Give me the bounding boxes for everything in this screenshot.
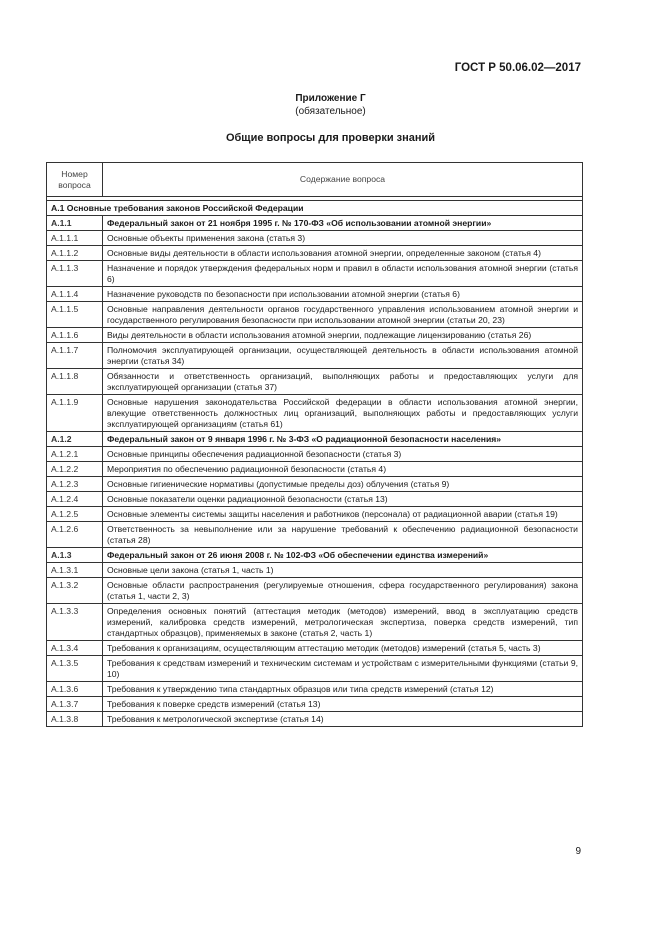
question-row <box>47 563 583 578</box>
question-text: Требования к средствам измерений и техническим системам и устройствам с измерительными функциями (статьи 9, 10) <box>103 656 583 682</box>
question-text: Основные элементы системы защиты населения и работников (персонала) от радиационной аварии (статья 19) <box>103 507 583 522</box>
questions-table <box>46 162 583 727</box>
question-number: А.1.1.9 <box>47 395 103 432</box>
question-text: Мероприятия по обеспечению радиационной безопасности (статья 4) <box>103 462 583 477</box>
question-text: Ответственность за невыполнение или за нарушение требований к обеспечению радиационной безопасности (статья 28) <box>103 522 583 548</box>
question-row <box>47 712 583 727</box>
question-row <box>47 302 583 328</box>
question-text: Определения основных понятий (аттестация методик (методов) измерений, ввод в эксплуатацию средств измерений, калибровка средств измерений, метрологическая экспертиза, поверка средств измерений, тип стандартных образцов), применяемых в законе (статья 2, часть 1) <box>103 604 583 641</box>
question-number: А.1.1.3 <box>47 261 103 287</box>
question-text: Требования к поверке средств измерений (статья 13) <box>103 697 583 712</box>
question-number: А.1.2.4 <box>47 492 103 507</box>
question-text: Основные области распространения (регулируемые отношения, сфера государственного регулирования) закона (статья 1, части 2, 3) <box>103 578 583 604</box>
question-text: Основные цели закона (статья 1, часть 1) <box>103 563 583 578</box>
header-content: Содержание вопроса <box>103 163 583 197</box>
question-text: Федеральный закон от 26 июня 2008 г. № 102-ФЗ «Об обеспечении единства измерений» <box>103 548 583 563</box>
question-row <box>47 395 583 432</box>
question-number: А.1.3.8 <box>47 712 103 727</box>
table-body <box>47 197 583 727</box>
table-header-row <box>47 163 583 197</box>
question-number: А.1.3.1 <box>47 563 103 578</box>
question-text: Федеральный закон от 9 января 1996 г. № 3-ФЗ «О радиационной безопасности населения» <box>103 432 583 447</box>
question-row <box>47 231 583 246</box>
standard-header: ГОСТ Р 50.06.02—2017 <box>454 62 581 74</box>
question-number: А.1.2.2 <box>47 462 103 477</box>
question-text: Назначение и порядок утверждения федеральных норм и правил в области использования атомной энергии (статья 6) <box>103 261 583 287</box>
question-text: Полномочия эксплуатирующей организации, осуществляющей деятельность в области использования атомной энергии (статья 34) <box>103 343 583 369</box>
page-number: 9 <box>575 846 581 857</box>
question-number: А.1.1 <box>47 216 103 231</box>
question-number: А.1.1.1 <box>47 231 103 246</box>
question-text: Основные принципы обеспечения радиационной безопасности (статья 3) <box>103 447 583 462</box>
question-number: А.1.2.5 <box>47 507 103 522</box>
question-row <box>47 697 583 712</box>
question-text: Основные нарушения законодательства Российской федерации в области использования атомной энергии, влекущие ответственность должностных лиц организаций, выполняющих работы и предоставляющих услуги эксплуатирующей организациям (статья 61) <box>103 395 583 432</box>
question-number: А.1.3.4 <box>47 641 103 656</box>
question-row <box>47 447 583 462</box>
question-number: А.1.2 <box>47 432 103 447</box>
question-row <box>47 682 583 697</box>
question-row <box>47 369 583 395</box>
question-text: Назначение руководств по безопасности при использовании атомной энергии (статья 6) <box>103 287 583 302</box>
question-row <box>47 343 583 369</box>
question-number: А.1.3.5 <box>47 656 103 682</box>
question-text: Основные объекты применения закона (статья 3) <box>103 231 583 246</box>
appendix-title: Приложение Г <box>295 93 366 104</box>
question-number: А.1.1.7 <box>47 343 103 369</box>
question-row <box>47 656 583 682</box>
law-row <box>47 216 583 231</box>
question-number: А.1.3.7 <box>47 697 103 712</box>
question-number: А.1.1.6 <box>47 328 103 343</box>
question-row <box>47 578 583 604</box>
question-row <box>47 492 583 507</box>
question-row <box>47 604 583 641</box>
question-text: Федеральный закон от 21 ноября 1995 г. № 170-ФЗ «Об использовании атомной энергии» <box>103 216 583 231</box>
question-number: А.1.3.2 <box>47 578 103 604</box>
question-row <box>47 287 583 302</box>
question-text: Основные показатели оценки радиационной безопасности (статья 13) <box>103 492 583 507</box>
question-number: А.1.1.2 <box>47 246 103 261</box>
appendix-status: (обязательное) <box>295 106 366 117</box>
question-row <box>47 507 583 522</box>
question-row <box>47 477 583 492</box>
question-number: А.1.2.6 <box>47 522 103 548</box>
question-text: Основные виды деятельности в области использования атомной энергии, определенные законом (статья 4) <box>103 246 583 261</box>
header-number: Номер вопроса <box>47 163 103 197</box>
question-row <box>47 328 583 343</box>
question-text: Обязанности и ответственность организаций, выполняющих работы и предоставляющих услуги для эксплуатирующей организации (статья 37) <box>103 369 583 395</box>
question-row <box>47 522 583 548</box>
question-number: А.1.1.4 <box>47 287 103 302</box>
section-row <box>47 201 583 216</box>
question-number: А.1.1.8 <box>47 369 103 395</box>
question-row <box>47 641 583 656</box>
question-row <box>47 246 583 261</box>
question-number: А.1.3 <box>47 548 103 563</box>
question-number: А.1.2.3 <box>47 477 103 492</box>
question-number: А.1.2.1 <box>47 447 103 462</box>
law-row <box>47 432 583 447</box>
question-text: Требования к метрологической экспертизе (статья 14) <box>103 712 583 727</box>
question-number: А.1.1.5 <box>47 302 103 328</box>
question-text: Виды деятельности в области использования атомной энергии, подлежащие лицензированию (статья 26) <box>103 328 583 343</box>
question-text: Основные гигиенические нормативы (допустимые пределы доз) облучения (статья 9) <box>103 477 583 492</box>
question-text: Требования к утверждению типа стандартных образцов или типа средств измерений (статья 12) <box>103 682 583 697</box>
law-row <box>47 548 583 563</box>
question-text: Основные направления деятельности органов государственного управления использованием атомной энергии и государственного регулирования безопасности при использовании атомной энергии (статьи 20, 23) <box>103 302 583 328</box>
question-number: А.1.3.3 <box>47 604 103 641</box>
section-title: А.1 Основные требования законов Российской Федерации <box>47 201 583 216</box>
question-row <box>47 462 583 477</box>
question-number: А.1.3.6 <box>47 682 103 697</box>
question-text: Требования к организациям, осуществляющим аттестацию методик (методов) измерений (статья 5, часть 3) <box>103 641 583 656</box>
question-row <box>47 261 583 287</box>
appendix-block <box>0 92 661 118</box>
document-title: Общие вопросы для проверки знаний <box>225 132 436 144</box>
